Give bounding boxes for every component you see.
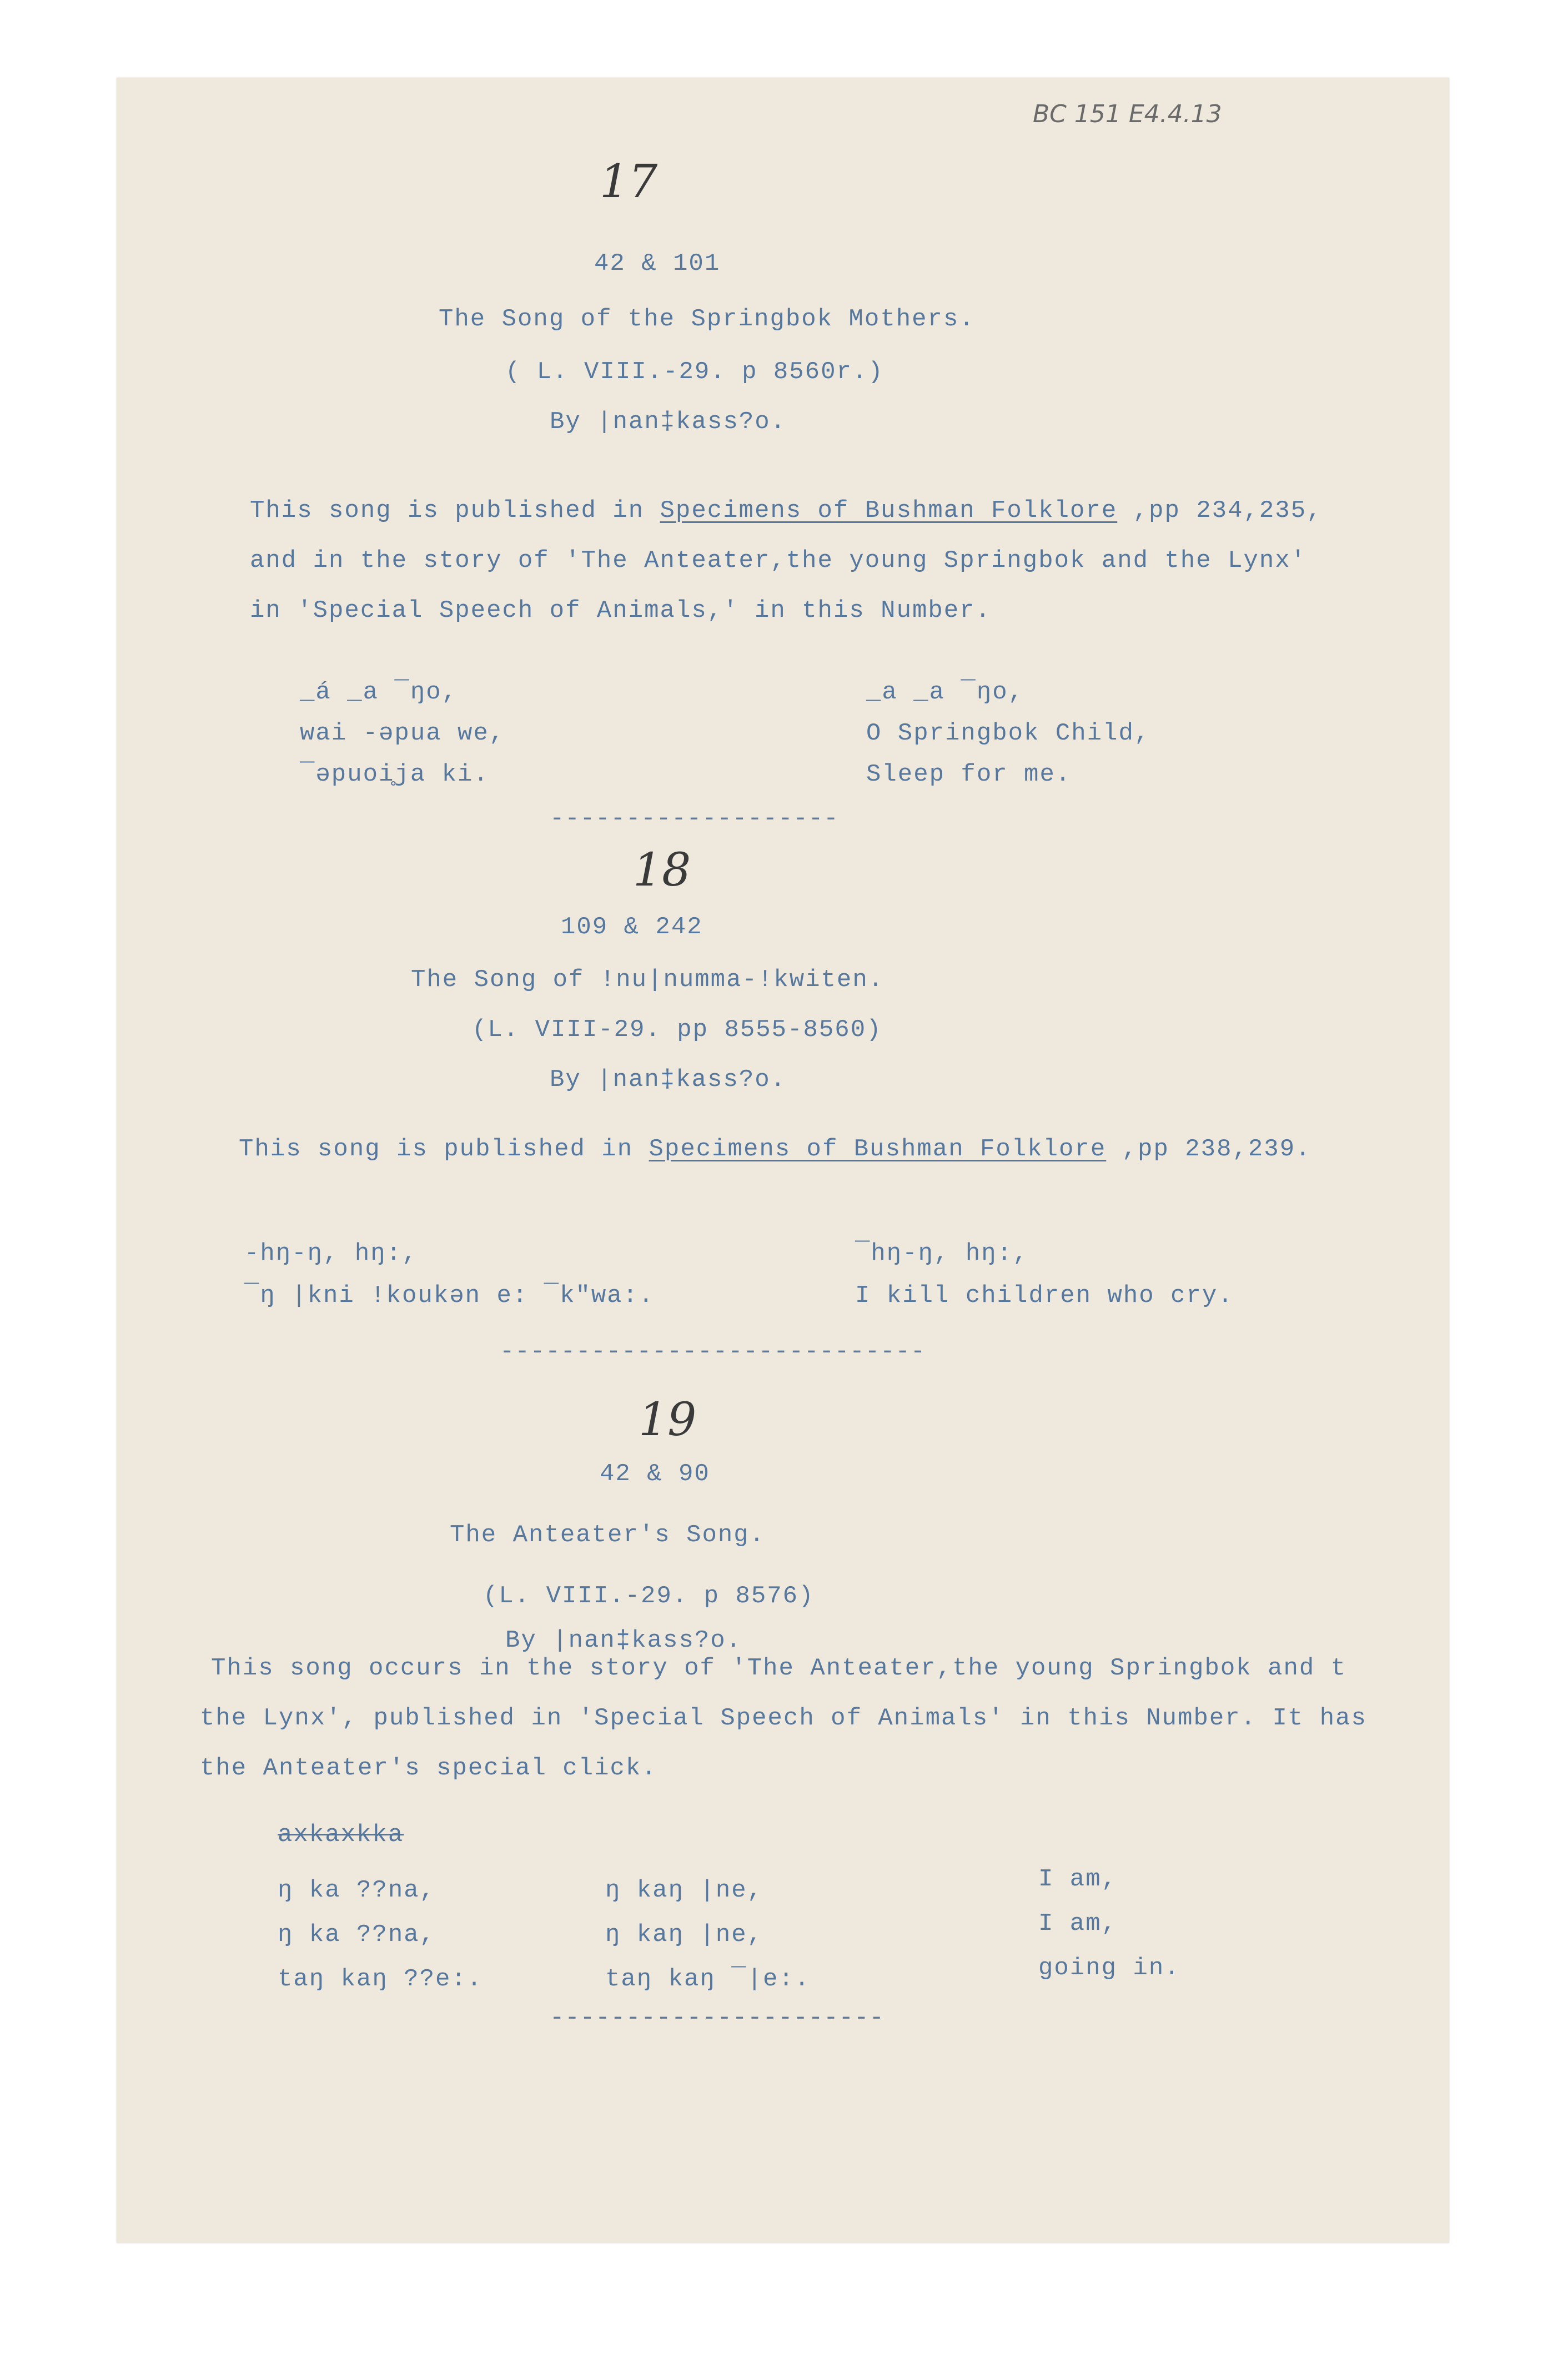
section-17-by: By |nan‡kass?o. <box>550 408 787 436</box>
section-17-verse-left <box>300 672 505 795</box>
paper-sheet <box>117 78 1449 2243</box>
para-text: This song is published in <box>239 1135 649 1163</box>
verse-line: I am, <box>1038 1910 1118 1938</box>
section-18-title: The Song of !nu|numma-!kwiten. <box>411 966 884 994</box>
section-19-by: By |nan‡kass?o. <box>505 1627 742 1654</box>
verse-line: ¯ŋ |kni !koukən e: ¯k"wa:. <box>244 1282 655 1310</box>
section-18-number: 18 <box>633 844 691 897</box>
verse-line: I kill children who cry. <box>855 1282 1234 1310</box>
para-pages: ,pp 238,239. <box>1106 1135 1311 1163</box>
verse-line: ŋ kaŋ |ne, <box>605 1877 763 1904</box>
section-19-source: (L. VIII.-29. p 8576) <box>483 1582 815 1610</box>
section-17-para-line-1 <box>250 497 1323 525</box>
verse-line: _a _a ¯ŋo, <box>866 678 1024 706</box>
section-18-by: By |nan‡kass?o. <box>550 1066 787 1094</box>
book-title: Specimens of Bushman Folklore <box>660 497 1118 525</box>
section-17-para-line-3: in 'Special Speech of Animals,' in this Number. <box>250 597 992 625</box>
section-divider: ---------------------- <box>550 2004 884 2032</box>
section-19-verse-left <box>278 1868 483 2001</box>
verse-line: -hŋ-ŋ, hŋ:, <box>244 1240 418 1267</box>
section-18-source: (L. VIII-29. pp 8555-8560) <box>472 1016 882 1044</box>
verse-line: taŋ kaŋ ??e:. <box>278 1965 483 1993</box>
section-18-verse-right <box>855 1233 1234 1317</box>
verse-line: I am, <box>1038 1865 1118 1893</box>
verse-line: _á _a ¯ŋo, <box>300 678 458 706</box>
section-divider: ---------------------------- <box>500 1338 926 1366</box>
verse-line: ŋ ka ??na, <box>278 1921 436 1949</box>
para-pages: ,pp 234,235, <box>1117 497 1323 525</box>
section-18-ref: 109 & 242 <box>561 913 703 941</box>
section-17-title: The Song of the Springbok Mothers. <box>439 305 975 333</box>
section-18-verse-left <box>244 1233 655 1317</box>
section-17-source: ( L. VIII.-29. p 8560r.) <box>505 358 884 386</box>
book-title: Specimens of Bushman Folklore <box>649 1135 1107 1163</box>
para-text: This song is published in <box>250 497 660 525</box>
struck-text: axkaxkka <box>278 1821 404 1849</box>
section-19-title: The Anteater's Song. <box>450 1521 766 1549</box>
verse-line: taŋ kaŋ ¯|e:. <box>605 1965 811 1993</box>
section-19-para-line-3: the Anteater's special click. <box>200 1754 657 1782</box>
section-17-para-line-2: and in the story of 'The Anteater,the young Springbok and the Lynx' <box>250 547 1307 575</box>
section-17-number: 17 <box>600 155 658 208</box>
verse-line: going in. <box>1038 1954 1180 1982</box>
section-19-ref: 42 & 90 <box>600 1460 710 1488</box>
section-17-verse-right <box>866 672 1150 795</box>
verse-line: ¯hŋ-ŋ, hŋ:, <box>855 1240 1029 1267</box>
section-19-para-line-2: the Lynx', published in 'Special Speech of Animals' in this Number. It has <box>200 1704 1367 1732</box>
verse-line: ŋ ka ??na, <box>278 1877 436 1904</box>
verse-line: ŋ kaŋ |ne, <box>605 1921 763 1949</box>
verse-line: O Springbok Child, <box>866 720 1150 747</box>
section-19-verse-right <box>1038 1857 1180 1990</box>
section-19-number: 19 <box>639 1394 697 1446</box>
section-19-verse-mid <box>605 1868 810 2001</box>
section-17-ref: 42 & 101 <box>594 250 721 278</box>
verse-line: wai -əpua we, <box>300 720 505 747</box>
verse-line: Sleep for me. <box>866 761 1072 788</box>
archive-mark: BC 151 E4.4.13 <box>1033 100 1222 128</box>
section-18-para-line-1 <box>239 1135 1311 1163</box>
section-19-para-line-1: This song occurs in the story of 'The Anteater,the young Springbok and t <box>211 1654 1347 1682</box>
verse-line: ¯əpuoi̥ja ki. <box>300 761 489 788</box>
section-divider: ------------------- <box>550 805 839 833</box>
